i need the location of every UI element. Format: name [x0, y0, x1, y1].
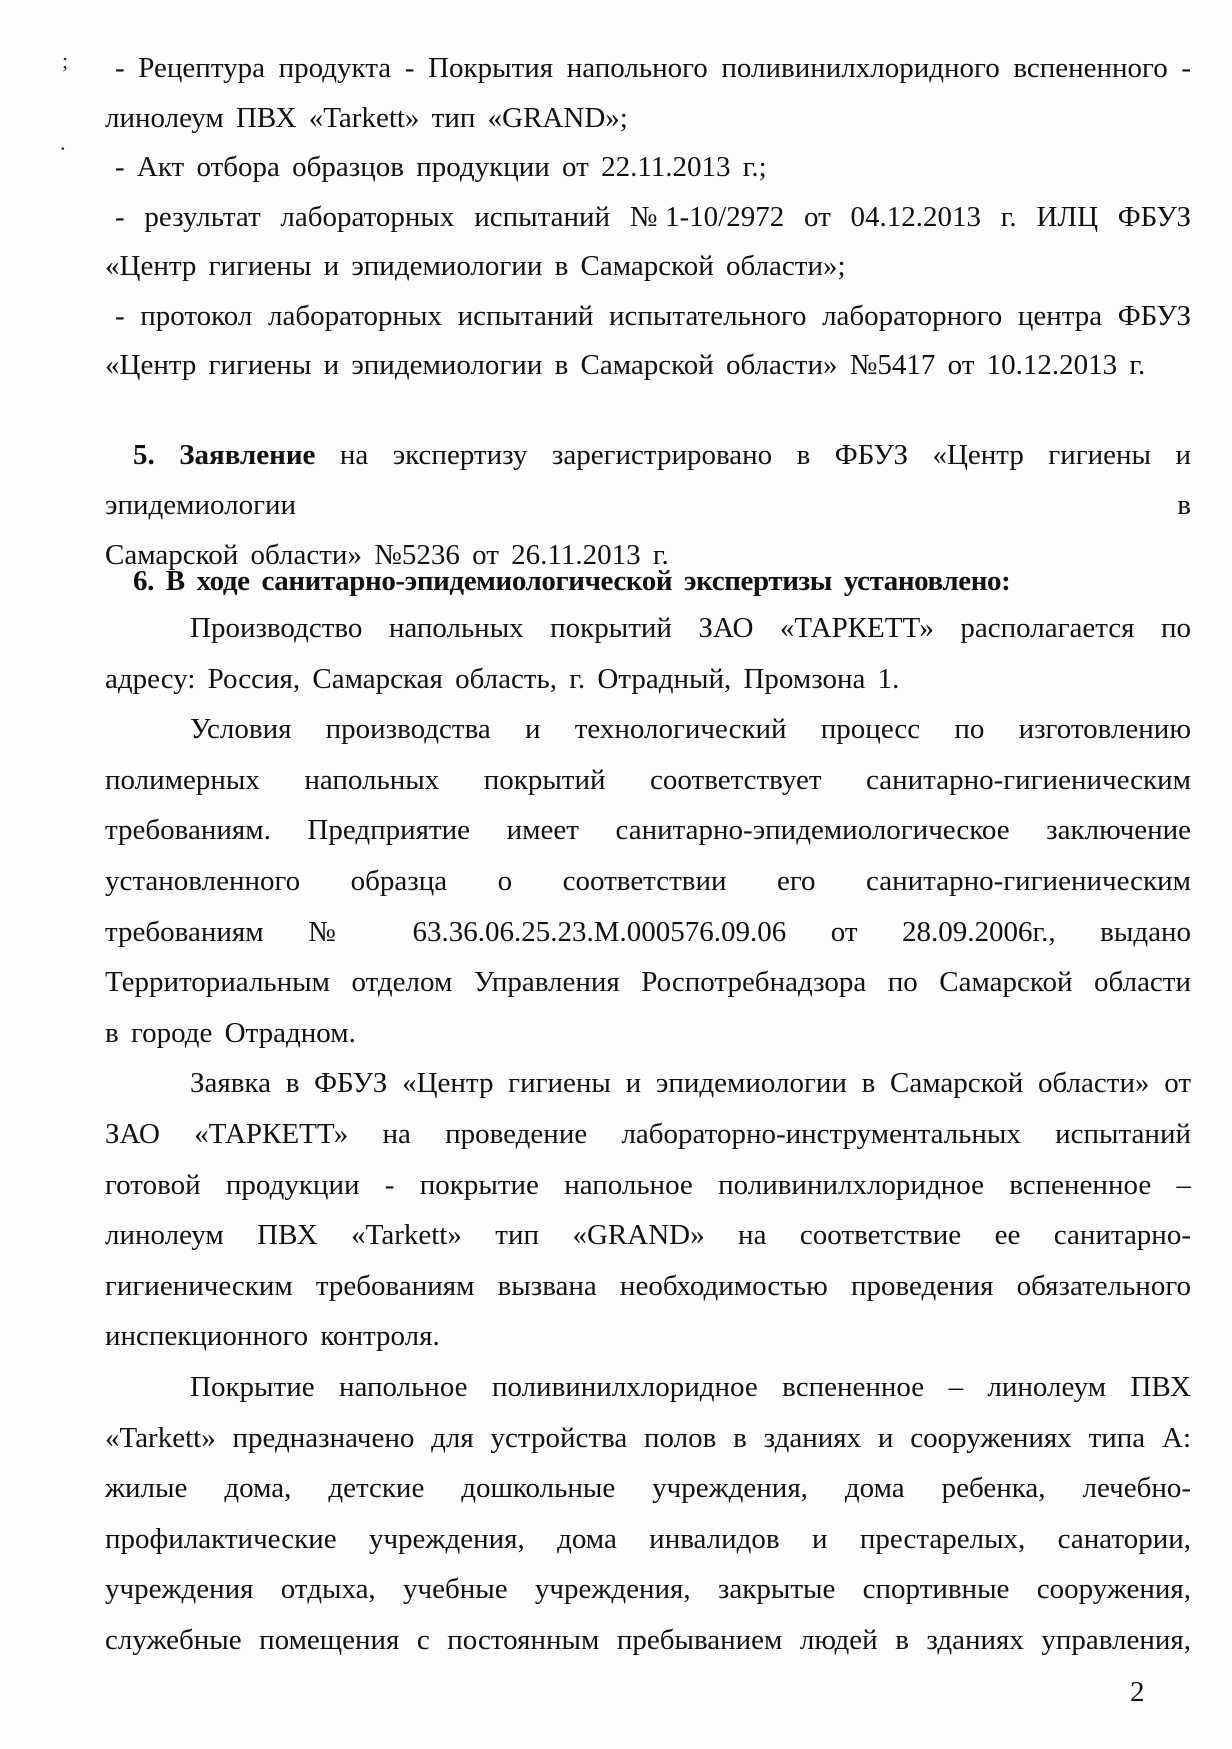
clause-6-heading: 6. В ходе санитарно-эпидемиологической экспертизы установлено:	[133, 565, 1011, 597]
body-line: Покрытие напольное поливинилхлоридное вспененное – линолеум ПВХ	[190, 1370, 1191, 1403]
clause-5-text: на экспертизу зарегистрировано в ФБУЗ «Центр гигиены и эпидемиологии в	[105, 439, 1191, 521]
body-line: жилые дома, детские дошкольные учреждения, дома ребенка, лечебно-	[105, 1472, 1191, 1505]
body-line: адресу: Россия, Самарская область, г. Отрадный, Промзона 1.	[105, 662, 900, 695]
scan-artifact-mark: ;	[62, 48, 69, 73]
body-line: служебные помещения с постоянным пребыванием людей в зданиях управления,	[105, 1623, 1191, 1656]
list-item-recipe-cont: линолеум ПВХ «Tarkett» тип «GRAND»;	[105, 101, 628, 134]
body-line: установленного образца о соответствии его санитарно-гигиеническим	[105, 864, 1191, 897]
clause-5-label: 5. Заявление	[133, 439, 316, 471]
clause-5-line-2: Самарской области» №5236 от 26.11.2013 г.	[105, 539, 669, 571]
body-line: инспекционного контроля.	[105, 1320, 440, 1353]
evidence-document-list	[105, 44, 1191, 391]
body-line: готовой продукции - покрытие напольное поливинилхлоридное вспененное –	[105, 1168, 1191, 1201]
list-item-sampling-act: - Акт отбора образцов продукции от 22.11.2013 г.;	[115, 151, 767, 183]
body-line: линолеум ПВХ «Tarkett» тип «GRAND» на соответствие ее санитарно-	[105, 1219, 1191, 1252]
clause-6-body	[105, 603, 1191, 1665]
clause-6-heading-block	[105, 556, 1191, 607]
body-line: Заявка в ФБУЗ «Центр гигиены и эпидемиологии в Самарской области» от	[190, 1067, 1191, 1100]
list-item-lab-result: - результат лабораторных испытаний №1-10/2972 от 04.12.2013 г. ИЛЦ ФБУЗ	[115, 200, 1191, 233]
list-item-recipe: - Рецептура продукта - Покрытия напольного поливинилхлоридного вспененного -	[115, 52, 1191, 84]
body-line: требованиям № 63.36.06.25.23.М.000576.09.06 от 28.09.2006г., выдано	[105, 915, 1191, 948]
body-line: Производство напольных покрытий ЗАО «ТАРКЕТТ» располагается по	[190, 612, 1191, 644]
list-item-protocol: - протокол лабораторных испытаний испытательного лабораторного центра ФБУЗ	[115, 299, 1191, 332]
list-item-protocol-cont: «Центр гигиены и эпидемиологии в Самарской области» №5417 от 10.12.2013 г.	[105, 349, 1146, 381]
list-item-lab-result-cont: «Центр гигиены и эпидемиологии в Самарской области»;	[105, 250, 846, 282]
body-line: Территориальным отделом Управления Роспотребнадзора по Самарской области	[105, 966, 1191, 999]
body-line: Условия производства и технологический процесс по изготовлению	[190, 713, 1191, 746]
page-number: 2	[1130, 1676, 1145, 1708]
scan-artifact-dot: .	[60, 130, 66, 155]
body-line: в городе Отрадном.	[105, 1016, 356, 1049]
clause-5-line-1	[105, 430, 1191, 530]
body-line: гигиеническим требованиям вызвана необходимостью проведения обязательного	[105, 1269, 1191, 1302]
body-line: профилактические учреждения, дома инвалидов и престарелых, санатории,	[105, 1522, 1191, 1555]
body-line: ЗАО «ТАРКЕТТ» на проведение лабораторно-инструментальных испытаний	[105, 1117, 1191, 1150]
body-line: требованиям. Предприятие имеет санитарно-эпидемиологическое заключение	[105, 814, 1191, 847]
body-line: полимерных напольных покрытий соответствует санитарно-гигиеническим	[105, 763, 1191, 796]
body-line: учреждения отдыха, учебные учреждения, закрытые спортивные сооружения,	[105, 1573, 1191, 1606]
body-line: «Tarkett» предназначено для устройства полов в зданиях и сооружениях типа А:	[105, 1421, 1191, 1454]
